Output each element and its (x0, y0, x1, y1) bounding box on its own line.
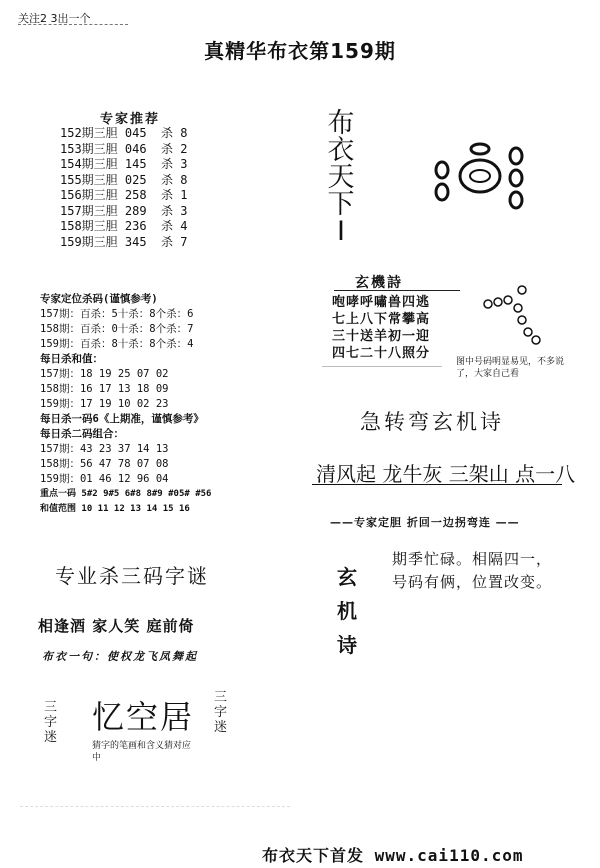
three-char-riddle-label-left: 三字迷 (43, 700, 57, 745)
xuanji-vertical-label: 玄机诗 (337, 565, 357, 657)
xuanji-title: 玄機詩 (355, 275, 403, 291)
footer-divider (20, 806, 290, 807)
brain-teaser-line: 清风起 龙牛灰 三架山 点一八 (316, 462, 576, 486)
xuanji-poem-line: 期季忙碌。相隔四一， (392, 550, 553, 568)
picture-note: 图中号码明显易见，不多说了，大家自己看 (456, 357, 565, 379)
riddle-note: 猜字的笔画和含义猜对应中 (92, 741, 192, 763)
riddle-title: 专业杀三码字谜 (55, 564, 209, 588)
kill-two-row: 158期：56 47 78 07 08 (40, 458, 169, 470)
expert-row: 156期三胆 258 杀 1 (60, 188, 188, 202)
position-row: 159期：百杀：8十杀：8个杀：4 (40, 338, 194, 350)
position-title: 专家定位杀码(谨慎参考) (40, 293, 158, 305)
sum-row: 158期：16 17 13 18 09 (40, 383, 169, 395)
expert-row: 157期三胆 289 杀 3 (60, 203, 188, 218)
xuanji-divider (334, 290, 460, 291)
position-row: 158期：百杀：0十杀：8个杀：7 (40, 323, 194, 335)
table-seats-illustration (430, 140, 530, 215)
sum-range: 和值范围 10 11 12 13 14 15 16 (40, 504, 190, 514)
riddle-word: 忆空居 (92, 698, 195, 736)
key-one-code: 重点一码 5#2 9#5 6#8 8#9 #05# #56 (40, 489, 212, 499)
kill-two-title: 每日杀二码组合： (40, 428, 124, 440)
kill-one-code: 每日杀一码6《上期准，谨慎参考》 (40, 413, 204, 425)
expert-fixed-line: ——专家定胆 折回一边拐弯连 —— (330, 516, 520, 529)
vertical-title: 布衣天下I (327, 108, 355, 247)
xuanji-bottom-rule (322, 366, 442, 367)
expert-row: 154期三胆 145 杀 3 (60, 157, 188, 171)
expert-list (60, 126, 187, 250)
xuanji-poem-line: 号码有俩，位置改变。 (392, 573, 553, 591)
brain-teaser-title: 急转弯玄机诗 (360, 410, 504, 434)
header-note: 关注2 3出一个 (18, 12, 91, 25)
expert-title: 专家推荐 (100, 112, 161, 127)
expert-row: 158期三胆 236 杀 4 (60, 219, 188, 233)
sum-row: 159期：17 19 10 02 23 (40, 398, 169, 410)
sum-title: 每日杀和值： (40, 353, 103, 365)
xuanji-poem (332, 294, 430, 362)
expert-row: 155期三胆 025 杀 8 (60, 172, 188, 187)
kill-two-row: 157期：43 23 37 14 13 (40, 443, 169, 455)
sum-row: 157期：18 19 25 07 02 (40, 368, 169, 380)
buyi-sentence: 布衣一句：使权龙飞凤舞起 (42, 650, 198, 663)
xuanji-line: 四七二十八照分 (332, 346, 431, 361)
xuanji-line: 三十送羊初一迎 (332, 329, 431, 344)
brain-teaser-underline (312, 484, 562, 485)
expert-row: 152期三胆 045 杀 8 (60, 126, 188, 140)
three-char-riddle-label-right: 三字迷 (213, 690, 227, 735)
beads-illustration (478, 282, 546, 352)
xuanji-line: 咆哮呼嘯兽四逃 (332, 295, 431, 310)
page-title: 真精华布衣第159期 (204, 39, 396, 63)
position-block (40, 292, 211, 517)
riddle-line: 相逢酒 家人笑 庭前倚 (38, 617, 195, 635)
expert-row: 159期三胆 345 杀 7 (60, 234, 188, 249)
xuanji-line: 七上八下常攀高 (332, 312, 431, 327)
position-row: 157期：百杀：5十杀：8个杀：6 (40, 308, 194, 320)
footer-text: 布衣天下首发 www.cai110.com (262, 846, 524, 865)
expert-row: 153期三胆 046 杀 2 (60, 141, 188, 156)
kill-two-row: 159期：01 46 12 96 04 (40, 473, 169, 485)
header-note-divider (18, 24, 128, 25)
